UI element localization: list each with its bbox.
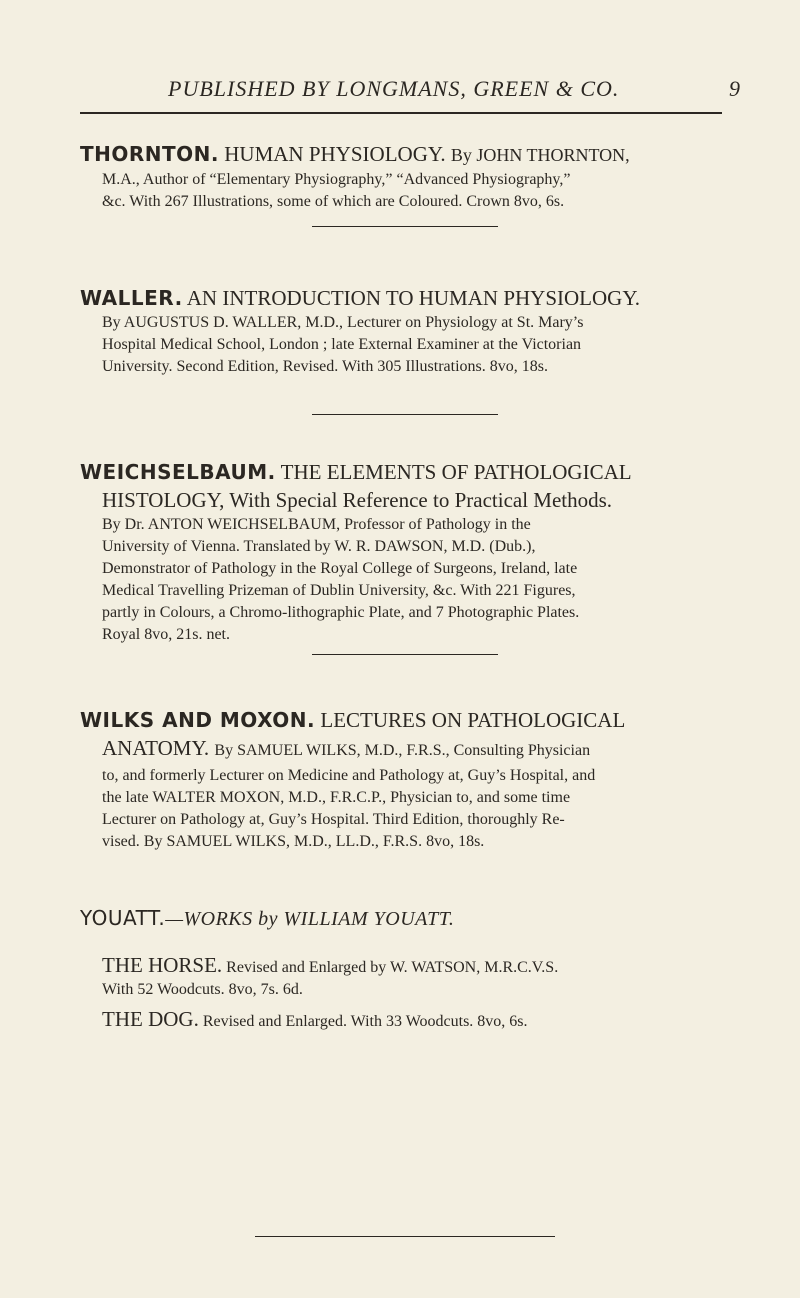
sub-entry-heading <box>102 954 732 979</box>
description-line: Hospital Medical School, London ; late External Examiner at the Victorian <box>102 336 582 353</box>
entry-heading <box>80 140 730 169</box>
entry-subtitle: —WORKS by WILLIAM YOUATT. <box>165 908 455 930</box>
entry-title: HUMAN PHYSIOLOGY. <box>224 142 446 166</box>
header-rule <box>80 112 722 114</box>
sub-entry-text: Revised and Enlarged. With 33 Woodcuts. 8vo, 6s. <box>202 1013 528 1030</box>
description-line: By Dr. ANTON WEICHSELBAUM, Professor of Pathology in the <box>102 516 531 533</box>
description-line: Royal 8vo, 21s. net. <box>102 626 230 643</box>
entry-title-continued: HISTOLOGY, With Special Reference to Practical Methods. <box>102 488 613 512</box>
entry-description <box>80 312 730 378</box>
description-line: By AUGUSTUS D. WALLER, M.D., Lecturer on Physiology at St. Mary’s <box>102 314 584 331</box>
running-header <box>80 76 740 106</box>
section-rule <box>312 414 498 415</box>
page-number: 9 <box>729 76 740 101</box>
entry-description <box>80 514 730 646</box>
publisher-header: PUBLISHED BY LONGMANS, GREEN & CO. <box>168 76 620 101</box>
entry-author: WILKS AND MOXON. <box>80 708 316 732</box>
section-rule <box>312 654 498 655</box>
description-line: Medical Travelling Prizeman of Dublin University, &c. With 221 Figures, <box>102 582 576 599</box>
entry-author: YOUATT. <box>80 906 166 930</box>
entry-title: THE ELEMENTS OF PATHOLOGICAL <box>280 460 632 484</box>
description-line: to, and formerly Lecturer on Medicine and Pathology at, Guy’s Hospital, and <box>102 767 596 784</box>
entry-byline: By JOHN THORNTON, <box>450 145 630 165</box>
entry-description <box>80 169 730 213</box>
footer-rule <box>255 1236 555 1237</box>
entry-heading <box>80 284 730 312</box>
description-line: University of Vienna. Translated by W. R. DAWSON, M.D. (Dub.), <box>102 538 536 555</box>
description-line: Demonstrator of Pathology in the Royal College of Surgeons, Ireland, late <box>102 560 578 577</box>
entry-wilks-moxon <box>80 706 730 853</box>
entry-thornton <box>80 140 730 213</box>
entry-author: WEICHSELBAUM. <box>80 460 276 484</box>
entry-byline: By SAMUEL WILKS, M.D., F.R.S., Consulting Physician <box>214 742 591 759</box>
description-line: the late WALTER MOXON, M.D., F.R.C.P., Physician to, and some time <box>102 789 571 806</box>
description-line: &c. With 267 Illustrations, some of which are Coloured. Crown 8vo, 6s. <box>102 193 565 210</box>
entry-heading <box>80 458 730 486</box>
entry-title: AN INTRODUCTION TO HUMAN PHYSIOLOGY. <box>186 286 641 310</box>
entry-title: LECTURES ON PATHOLOGICAL <box>320 708 626 732</box>
sub-entry-heading <box>102 1008 732 1033</box>
description-line: University. Second Edition, Revised. With 305 Illustrations. 8vo, 18s. <box>102 358 548 375</box>
sub-entry-line: With 52 Woodcuts. 8vo, 7s. 6d. <box>102 981 303 998</box>
section-rule <box>312 226 498 227</box>
entry-heading <box>80 706 730 734</box>
entry-waller <box>80 284 730 378</box>
sub-entry-text: Revised and Enlarged by W. WATSON, M.R.C.V.S. <box>226 959 559 976</box>
entry-title-part: ANATOMY. <box>102 736 210 760</box>
sub-entry-title: THE DOG. <box>102 1007 199 1031</box>
entry-the-horse <box>102 954 732 1001</box>
description-line: partly in Colours, a Chromo-lithographic Plate, and 7 Photographic Plates. <box>102 604 580 621</box>
description-line: M.A., Author of “Elementary Physiography,” “Advanced Physiography,” <box>102 171 571 188</box>
entry-author: WALLER. <box>80 286 183 310</box>
entry-youatt-heading <box>80 904 454 933</box>
sub-entry-title: THE HORSE. <box>102 953 223 977</box>
entry-description <box>80 765 730 853</box>
description-line: vised. By SAMUEL WILKS, M.D., LL.D., F.R.S. 8vo, 18s. <box>102 833 485 850</box>
entry-weichselbaum <box>80 458 730 646</box>
description-line: Lecturer on Pathology at, Guy’s Hospital. Third Edition, thoroughly Re- <box>102 811 565 828</box>
entry-the-dog <box>102 1008 732 1033</box>
entry-title-continued <box>80 734 730 765</box>
entry-author: THORNTON. <box>80 142 220 166</box>
